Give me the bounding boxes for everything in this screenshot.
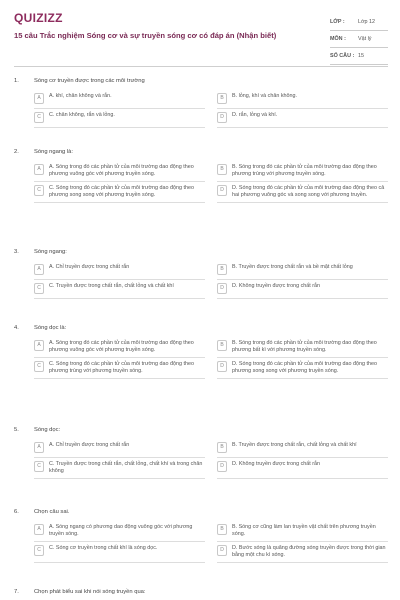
option-letter: C — [34, 461, 44, 472]
option-text: C. Sóng trong đó các phần tử của môi trường dao động theo phương song song với phương truyền sóng. — [49, 185, 195, 198]
option-text: B. Sóng trong đó các phần tử của môi trường dao động theo phương trùng với phương truyền sóng. — [232, 164, 377, 177]
option-text: B. Truyền được trong chất rắn, chất lỏng và chất khí — [232, 442, 357, 448]
option-letter: D — [217, 361, 227, 372]
question-text: Sóng ngang: — [34, 249, 67, 255]
question-number: 5. — [14, 427, 19, 433]
option-a[interactable] — [34, 90, 205, 109]
option-letter: B — [217, 164, 227, 175]
option-text: B. Sóng trong đó các phần tử của môi trường dao động theo phương bất kì với phương truyền sóng. — [232, 340, 377, 353]
option-c[interactable] — [34, 182, 205, 203]
meta-grade — [330, 14, 388, 31]
question-text: Chọn phát biểu sai khi nói sóng truyền qua: — [34, 589, 146, 595]
option-letter: D — [217, 461, 227, 472]
option-letter: A — [34, 264, 44, 275]
meta-label: MÔN : — [330, 36, 346, 42]
option-letter: B — [217, 93, 227, 104]
question-7 — [14, 589, 388, 595]
option-a[interactable] — [34, 261, 205, 280]
option-c[interactable] — [34, 109, 205, 128]
option-letter: C — [34, 185, 44, 196]
option-letter: C — [34, 112, 44, 123]
quizizz-logo: QUIZIZZ — [14, 11, 63, 25]
header — [0, 0, 400, 62]
option-letter: B — [217, 340, 227, 351]
question-number: 4. — [14, 325, 19, 331]
option-d[interactable] — [217, 280, 388, 299]
meta-value: Lớp 12 — [358, 19, 376, 25]
option-c[interactable] — [34, 458, 205, 479]
meta-value: Vật lý — [358, 36, 372, 42]
option-c[interactable] — [34, 358, 205, 379]
option-text: D. Không truyền được trong chất rắn — [232, 461, 321, 467]
option-c[interactable] — [34, 542, 205, 563]
option-text: C. Sóng trong đó các phần tử của môi trường dao động theo phương trùng với phương truyền sóng. — [49, 361, 195, 374]
question-text: Sóng dọc là: — [34, 325, 67, 331]
option-letter: B — [217, 524, 227, 535]
option-letter: A — [34, 340, 44, 351]
option-a[interactable] — [34, 521, 205, 542]
option-text: D. Không truyền được trong chất rắn — [232, 283, 321, 289]
option-a[interactable] — [34, 161, 205, 182]
question-1 — [14, 78, 388, 128]
option-text: C. Truyền được trong chất rắn, chất lỏng và chất khí — [49, 283, 174, 289]
option-text: A. Chỉ truyền được trong chất rắn — [49, 442, 130, 448]
option-text: C. chân không, rắn và lỏng. — [49, 112, 115, 118]
option-text: D. Sóng trong đó các phần tử của môi trường dao động theo phương song song với phương truyền sóng. — [232, 361, 378, 374]
option-text: D. rắn, lỏng và khí. — [232, 112, 278, 118]
meta-count — [330, 48, 388, 65]
question-3 — [14, 249, 388, 299]
question-number: 6. — [14, 509, 19, 515]
option-b[interactable] — [217, 521, 388, 542]
option-letter: D — [217, 283, 227, 294]
meta-label: LỚP : — [330, 19, 345, 25]
question-6 — [14, 509, 388, 563]
option-b[interactable] — [217, 90, 388, 109]
option-text: C. Truyền được trong chất rắn, chất lỏng, chất khí và trong chân không — [49, 461, 203, 474]
option-d[interactable] — [217, 542, 388, 563]
option-text: A. Sóng ngang có phương dao động vuông góc với phương truyền sóng. — [49, 524, 193, 537]
option-letter: A — [34, 442, 44, 453]
option-letter: A — [34, 524, 44, 535]
option-text: D. Sóng trong đó các phần tử của môi trường dao động theo cả hai phương vuông góc và song song với phương truyền. — [232, 185, 385, 198]
question-number: 2. — [14, 149, 19, 155]
option-text: B. lỏng, khí và chân không. — [232, 93, 298, 99]
meta-subject — [330, 31, 388, 48]
option-letter: B — [217, 264, 227, 275]
question-text: Sóng cơ truyền được trong các môi trường — [34, 78, 145, 84]
option-a[interactable] — [34, 337, 205, 358]
option-letter: A — [34, 164, 44, 175]
option-letter: B — [217, 442, 227, 453]
option-letter: C — [34, 545, 44, 556]
option-text: B. Sóng cơ cũng làm lan truyền vật chất trên phương truyền sóng. — [232, 524, 376, 537]
option-b[interactable] — [217, 337, 388, 358]
option-letter: D — [217, 545, 227, 556]
meta-value: 15 — [358, 53, 364, 59]
question-4 — [14, 325, 388, 379]
option-letter: D — [217, 112, 227, 123]
option-text: A. Sóng trong đó các phần tử của môi trường dao động theo phương vuông góc với phương truyền sóng. — [49, 340, 194, 353]
question-number: 7. — [14, 589, 19, 595]
divider — [14, 66, 388, 67]
meta-label: SỐ CÂU : — [330, 53, 355, 59]
question-text: Chọn câu sai. — [34, 509, 70, 515]
question-number: 1. — [14, 78, 19, 84]
option-c[interactable] — [34, 280, 205, 299]
option-text: A. khí, chân không và rắn. — [49, 93, 112, 99]
question-text: Sóng dọc: — [34, 427, 61, 433]
option-letter: C — [34, 283, 44, 294]
option-letter: D — [217, 185, 227, 196]
option-letter: C — [34, 361, 44, 372]
option-text: B. Truyền được trong chất rắn và bề mặt chất lỏng — [232, 264, 353, 270]
question-text: Sóng ngang là: — [34, 149, 74, 155]
option-d[interactable] — [217, 109, 388, 128]
option-text: C. Sóng cơ truyền trong chất khí là sóng dọc. — [49, 545, 158, 552]
option-d[interactable] — [217, 182, 388, 203]
option-a[interactable] — [34, 439, 205, 458]
question-number: 3. — [14, 249, 19, 255]
page-title: 15 câu Trắc nghiệm Sóng cơ và sự truyền sóng cơ có đáp án (Nhận biết) — [14, 31, 277, 40]
option-d[interactable] — [217, 458, 388, 479]
option-text: A. Chỉ truyền được trong chất rắn — [49, 264, 130, 270]
option-b[interactable] — [217, 261, 388, 280]
option-text: D. Bước sóng là quãng đường sóng truyền được trong thời gian bằng một chu kì sóng. — [232, 545, 386, 558]
option-text: A. Sóng trong đó các phần tử của môi trường dao động theo phương vuông góc với phương truyền sóng. — [49, 164, 194, 177]
option-letter: A — [34, 93, 44, 104]
question-5 — [14, 427, 388, 479]
option-b[interactable] — [217, 161, 388, 182]
question-2 — [14, 149, 388, 203]
option-d[interactable] — [217, 358, 388, 379]
meta-box — [330, 14, 388, 65]
option-b[interactable] — [217, 439, 388, 458]
